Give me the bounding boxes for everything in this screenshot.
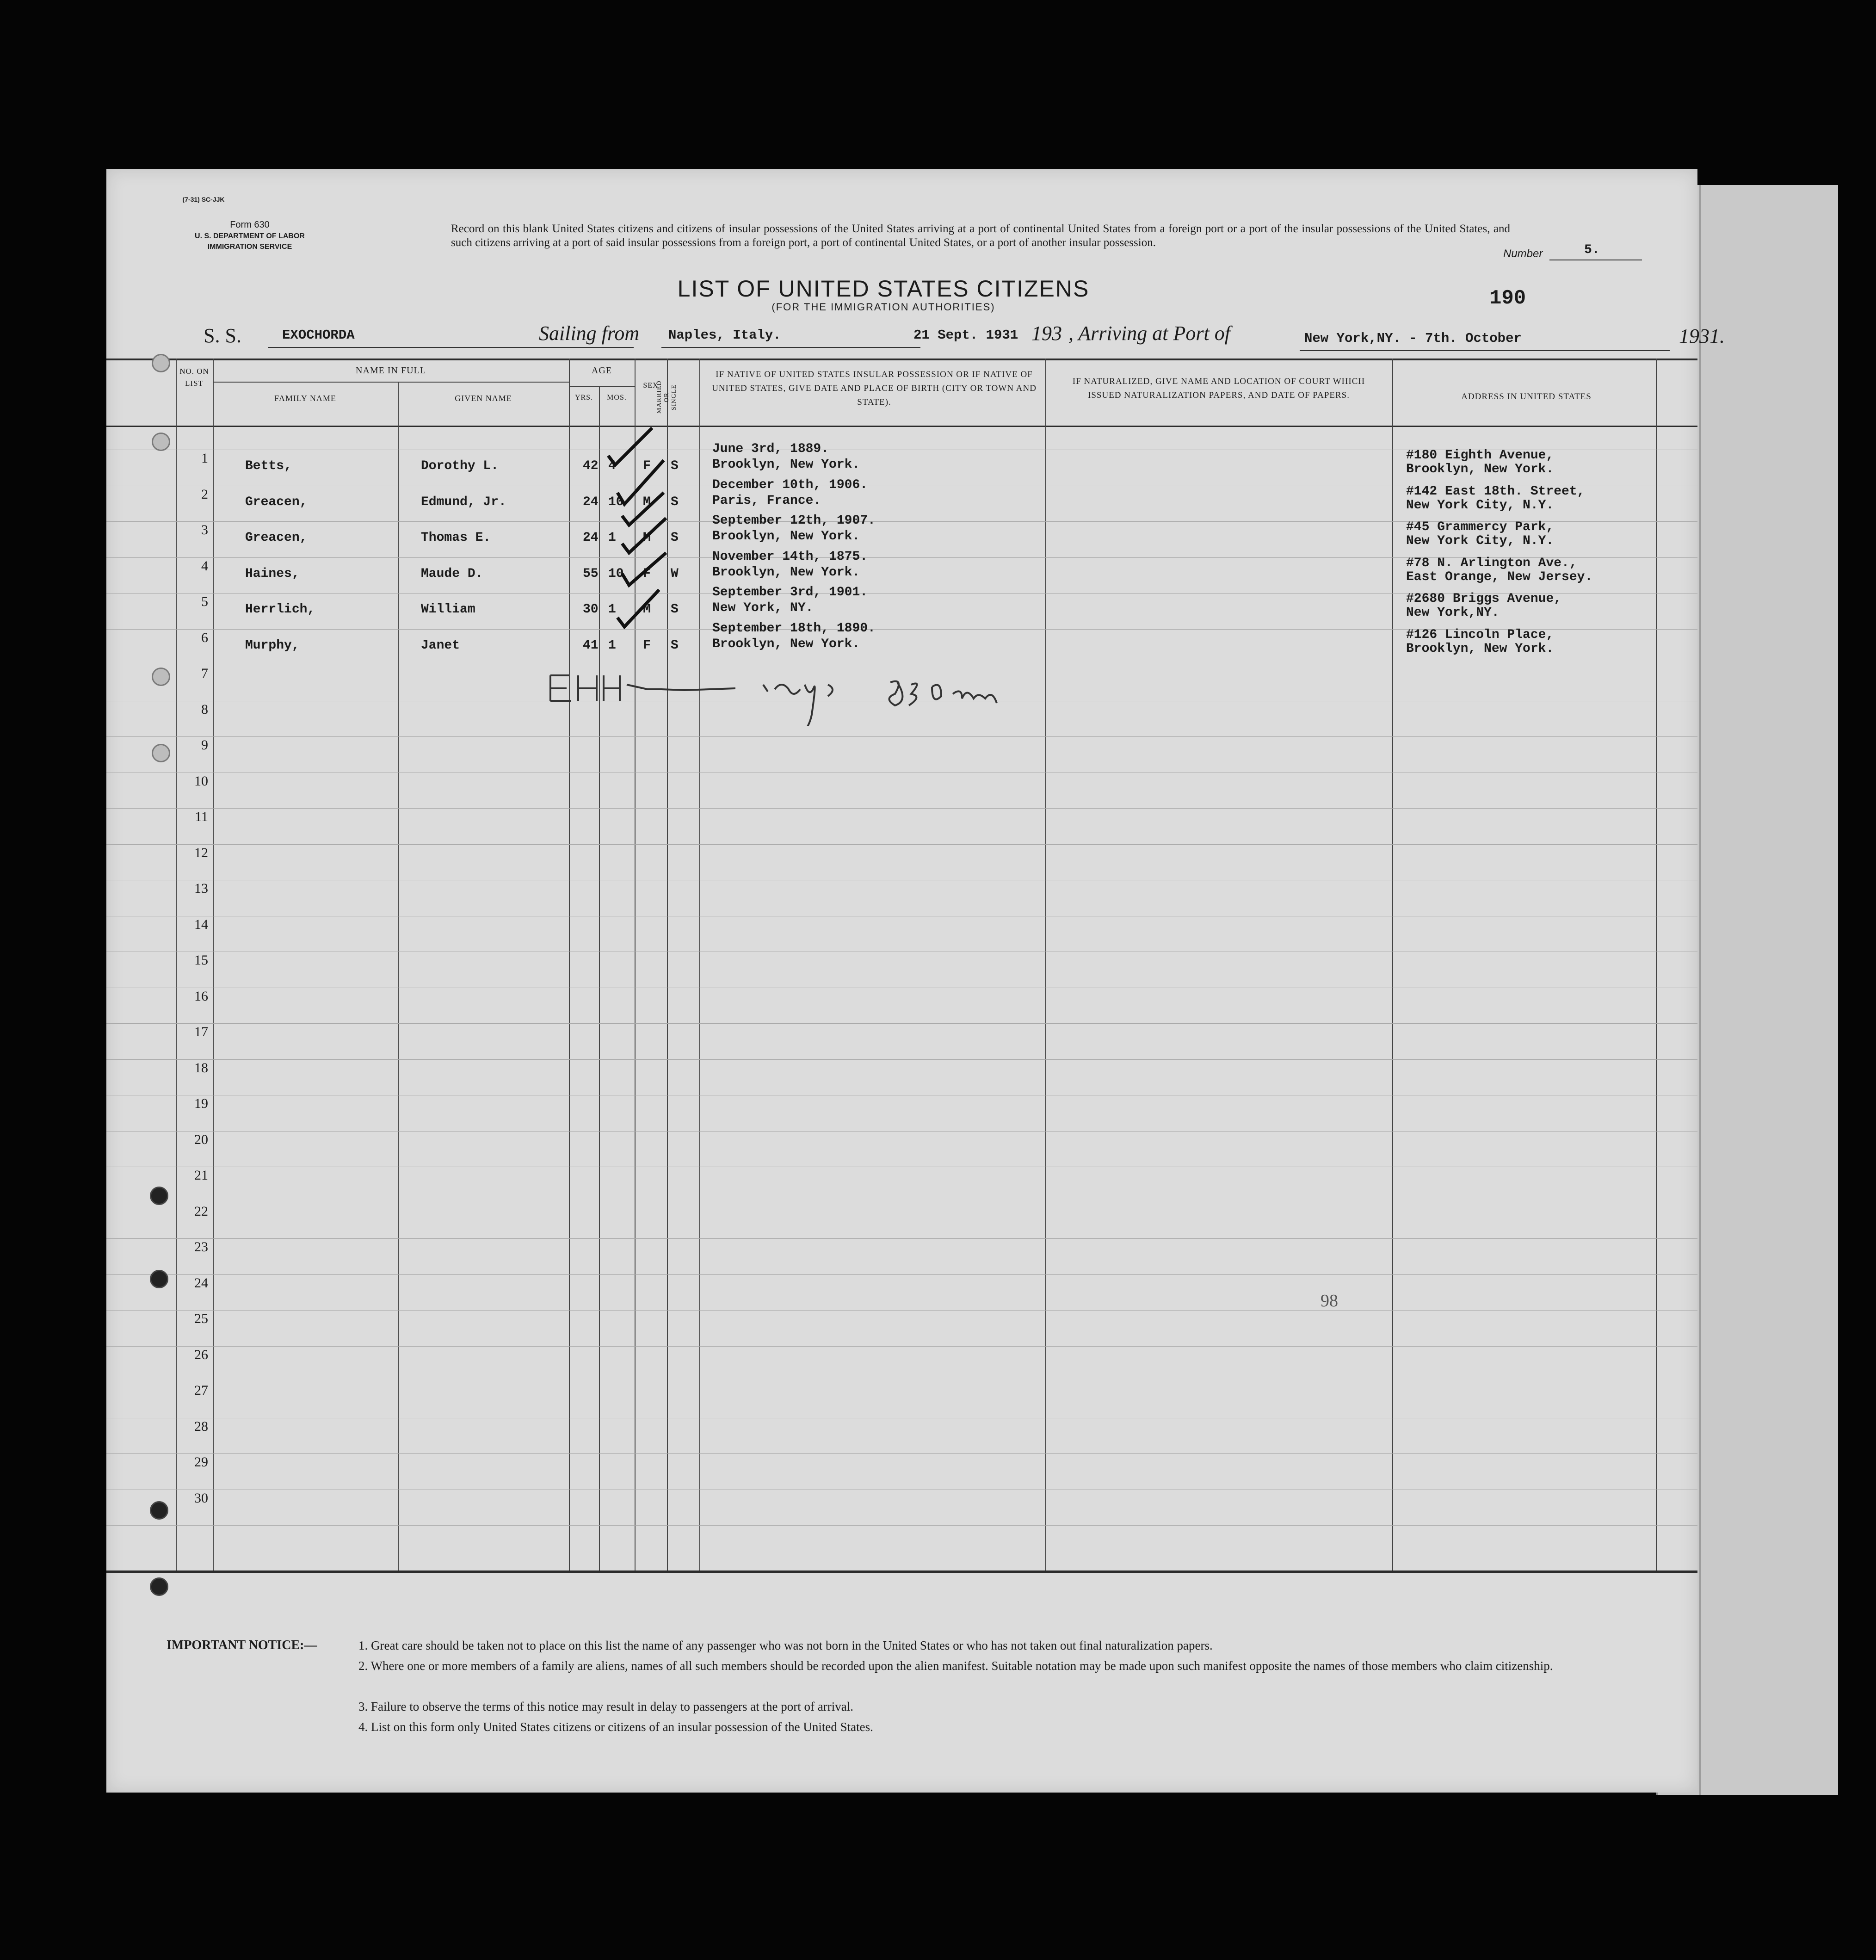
address-line-2: New York City, N.Y.	[1406, 498, 1554, 513]
birth-date: September 18th, 1890.	[712, 621, 876, 636]
row-number: 25	[194, 1311, 208, 1326]
row-number: 18	[194, 1060, 208, 1076]
age-months: 1	[608, 531, 616, 545]
age-months: 1	[608, 602, 616, 617]
marital-status: S	[671, 602, 679, 617]
row-number: 3	[201, 522, 208, 538]
punch-hole	[152, 668, 170, 686]
arrival-port-date: New York,NY. - 7th. October	[1304, 331, 1522, 346]
hdr-given-name: GIVEN NAME	[455, 394, 512, 403]
hdr-name-split	[213, 382, 569, 383]
manifest-sheet	[106, 169, 1725, 1793]
col-rule-age	[569, 359, 570, 1570]
arrival-year: 1931.	[1679, 325, 1725, 347]
check-mark-6	[617, 590, 659, 627]
col-rule-naturalized	[1045, 359, 1046, 1570]
birth-date: December 10th, 1906.	[712, 477, 868, 492]
row-rule	[106, 1059, 1697, 1060]
address-line-1: #142 East 18th. Street,	[1406, 484, 1585, 499]
sailing-date: 21 Sept. 1931	[913, 328, 1018, 343]
birth-date: September 3rd, 1901.	[712, 585, 868, 600]
age-months: 1	[608, 638, 616, 653]
marital-status: S	[671, 638, 679, 653]
address-line-1: #2680 Briggs Avenue,	[1406, 592, 1562, 606]
row-number: 11	[195, 809, 208, 824]
row-number: 26	[194, 1347, 208, 1362]
sheet-edge-line	[1699, 185, 1701, 1795]
family-name: Betts,	[245, 459, 292, 473]
page-title: LIST OF UNITED STATES CITIZENS	[677, 276, 1090, 302]
given-name: Edmund, Jr.	[421, 495, 506, 509]
number-value: 5.	[1584, 243, 1600, 257]
hdr-age: AGE	[591, 365, 612, 376]
birth-date: June 3rd, 1889.	[712, 442, 829, 456]
service: IMMIGRATION SERVICE	[207, 243, 292, 251]
birth-place: Brooklyn, New York.	[712, 637, 860, 651]
col-rule-family	[213, 359, 214, 1570]
marital-status: S	[671, 495, 679, 509]
row-number: 22	[194, 1203, 208, 1219]
ship-line	[268, 347, 634, 348]
address-line-2: Brooklyn, New York.	[1406, 462, 1554, 476]
col-rule-no	[176, 359, 177, 1570]
given-name: Dorothy L.	[421, 459, 499, 473]
row-number: 12	[194, 845, 208, 860]
address-line-2: New York,NY.	[1406, 606, 1500, 620]
row-rule	[106, 1453, 1697, 1454]
marital-status: W	[671, 566, 679, 581]
row-number: 30	[194, 1490, 208, 1506]
punch-hole	[150, 1577, 168, 1596]
hdr-naturalized: IF NATURALIZED, GIVE NAME AND LOCATION OF COURT WHICH ISSUED NATURALIZATION PAPERS, AND DATE OF PAPERS.	[1072, 377, 1365, 400]
row-rule	[106, 1346, 1697, 1347]
arriving-label: , Arriving at Port of	[1068, 322, 1230, 345]
row-rule	[106, 844, 1697, 845]
sailing-from: Naples, Italy.	[668, 328, 781, 343]
hdr-married: MARRIED OR SINGLE	[656, 380, 678, 414]
address-line-2: Brooklyn, New York.	[1406, 641, 1554, 656]
hdr-mos: MOS.	[607, 394, 627, 402]
department: U. S. DEPARTMENT OF LABOR	[195, 232, 305, 240]
row-number: 29	[194, 1454, 208, 1470]
marital-status: S	[671, 459, 679, 473]
page-number: 190	[1489, 287, 1526, 310]
year-prefix: 193	[1031, 322, 1062, 345]
hdr-yrs: YRS.	[574, 394, 593, 402]
hdr-family-name: FAMILY NAME	[274, 394, 336, 403]
sex: F	[643, 566, 651, 581]
check-mark-5	[622, 553, 666, 585]
row-number: 23	[194, 1239, 208, 1255]
notice-item-1: 1. Great care should be taken not to place on this list the name of any passenger who was not born in the United States or who has not taken out final naturalization papers.	[358, 1638, 1213, 1652]
row-rule	[106, 1525, 1697, 1526]
row-number: 15	[194, 952, 208, 968]
row-number: 24	[194, 1275, 208, 1291]
birth-date: September 12th, 1907.	[712, 513, 876, 528]
row-number: 7	[201, 666, 208, 681]
address-line-1: #180 Eighth Avenue,	[1406, 448, 1554, 463]
age-years: 24	[583, 495, 599, 509]
punch-hole	[150, 1270, 168, 1288]
punch-hole	[152, 433, 170, 451]
hdr-name-in-full: NAME IN FULL	[356, 365, 426, 376]
row-rule	[106, 1023, 1697, 1024]
hdr-age-split	[569, 386, 635, 387]
hdr-no: NO. ON LIST	[179, 367, 209, 388]
row-number: 21	[194, 1168, 208, 1183]
page-subtitle: (FOR THE IMMIGRATION AUTHORITIES)	[771, 301, 995, 313]
col-rule-birth	[699, 359, 700, 1570]
row-number: 4	[201, 558, 208, 574]
hdr-birth: IF NATIVE OF UNITED STATES INSULAR POSSESSION OR IF NATIVE OF UNITED STATES, GIVE DATE AND PLACE OF BIRTH (CITY OR TOWN AND STATE).	[712, 370, 1037, 407]
row-number: 1	[201, 451, 208, 466]
hdr-address: ADDRESS IN UNITED STATES	[1461, 392, 1592, 402]
row-number: 17	[194, 1024, 208, 1039]
given-name: William	[421, 602, 475, 617]
col-rule-address	[1392, 359, 1393, 1570]
birth-place: Brooklyn, New York.	[712, 565, 860, 580]
hdr-sex: SEX	[643, 382, 659, 390]
row-rule	[106, 1310, 1697, 1311]
address-line-1: #126 Lincoln Place,	[1406, 627, 1554, 642]
address-line-1: #45 Grammercy Park,	[1406, 520, 1554, 534]
sex: M	[643, 495, 651, 509]
notice-label: IMPORTANT NOTICE:—	[167, 1638, 317, 1652]
sex: F	[643, 459, 651, 473]
family-name: Greacen,	[245, 531, 308, 545]
ship-name: EXOCHORDA	[282, 328, 355, 343]
address-line-2: East Orange, New Jersey.	[1406, 569, 1593, 584]
marital-status: S	[671, 531, 679, 545]
row-rule	[106, 736, 1697, 737]
arrival-line	[1300, 350, 1670, 351]
handwritten-annotation	[541, 657, 1059, 726]
age-months: 4	[608, 459, 616, 473]
notice-item-4: 4. List on this form only United States citizens or citizens of an insular possession of the United States.	[358, 1720, 873, 1734]
age-years: 24	[583, 531, 599, 545]
age-years: 30	[583, 602, 599, 617]
family-name: Greacen,	[245, 495, 308, 509]
notice-item-3: 3. Failure to observe the terms of this notice may result in delay to passengers at the port of arrival.	[358, 1700, 853, 1713]
given-name: Thomas E.	[421, 531, 491, 545]
number-label: Number	[1503, 247, 1543, 260]
punch-hole	[152, 744, 170, 762]
sex: M	[643, 531, 651, 545]
row-rule	[106, 1274, 1697, 1275]
table-header-rule	[106, 426, 1697, 427]
birth-place: Brooklyn, New York.	[712, 529, 860, 544]
row-number: 27	[194, 1383, 208, 1398]
given-name: Maude D.	[421, 566, 483, 581]
check-marks	[597, 414, 698, 636]
sex: M	[643, 602, 651, 617]
table-top-rule	[106, 359, 1697, 360]
punch-hole	[152, 354, 170, 372]
row-number: 9	[201, 737, 208, 753]
family-name: Haines,	[245, 566, 300, 581]
record-instructions: Record on this blank United States citizens and citizens of insular possessions of the United States arriving at a port of continental United States from a foreign port or a port of the insular possessions of the United States, and such citizens arriving at a port of said insular possessions from a foreign port, a port of continental United States, or a port of another insular possession.	[451, 223, 1510, 249]
address-line-2: New York City, N.Y.	[1406, 534, 1554, 548]
punch-hole	[150, 1187, 168, 1205]
row-number: 28	[194, 1418, 208, 1434]
sailing-line	[661, 347, 920, 348]
family-name: Herrlich,	[245, 602, 315, 617]
row-number: 2	[201, 486, 208, 502]
check-mark-1	[608, 428, 652, 465]
birth-place: Brooklyn, New York.	[712, 458, 860, 472]
table-bottom-rule	[106, 1570, 1697, 1573]
row-number: 20	[194, 1131, 208, 1147]
row-number: 13	[194, 881, 208, 896]
punch-hole	[150, 1501, 168, 1520]
age-years: 42	[583, 459, 599, 473]
row-number: 19	[194, 1096, 208, 1111]
family-name: Murphy,	[245, 638, 300, 653]
sailing-label: Sailing from	[539, 322, 640, 345]
row-number: 10	[194, 773, 208, 789]
stamp-number: 98	[1321, 1291, 1338, 1311]
row-number: 5	[201, 594, 208, 609]
form-number: Form 630	[230, 220, 270, 230]
row-rule	[106, 808, 1697, 809]
birth-place: Paris, France.	[712, 493, 821, 508]
birth-place: New York, NY.	[712, 601, 814, 615]
age-months: 10	[608, 566, 624, 581]
form-code: (7-31) SC-JJK	[182, 196, 225, 203]
address-line-1: #78 N. Arlington Ave.,	[1406, 556, 1577, 570]
row-number: 14	[194, 916, 208, 932]
col-rule-end	[1656, 359, 1657, 1570]
row-number: 8	[201, 701, 208, 717]
row-number: 16	[194, 988, 208, 1004]
row-rule	[106, 1238, 1697, 1239]
age-years: 41	[583, 638, 599, 653]
notice-item-2: 2. Where one or more members of a family are aliens, names of all such members should be recorded upon the alien manifest. Suitable notation may be made upon such manifest opposite the names of those members who claim citizenship.	[358, 1659, 1553, 1673]
col-rule-given	[398, 382, 399, 1570]
given-name: Janet	[421, 638, 460, 653]
ss-label: S. S.	[204, 324, 241, 347]
age-years: 55	[583, 566, 599, 581]
sex: F	[643, 638, 651, 653]
birth-date: November 14th, 1875.	[712, 549, 868, 564]
age-months: 10	[608, 495, 624, 509]
row-number: 6	[201, 630, 208, 645]
